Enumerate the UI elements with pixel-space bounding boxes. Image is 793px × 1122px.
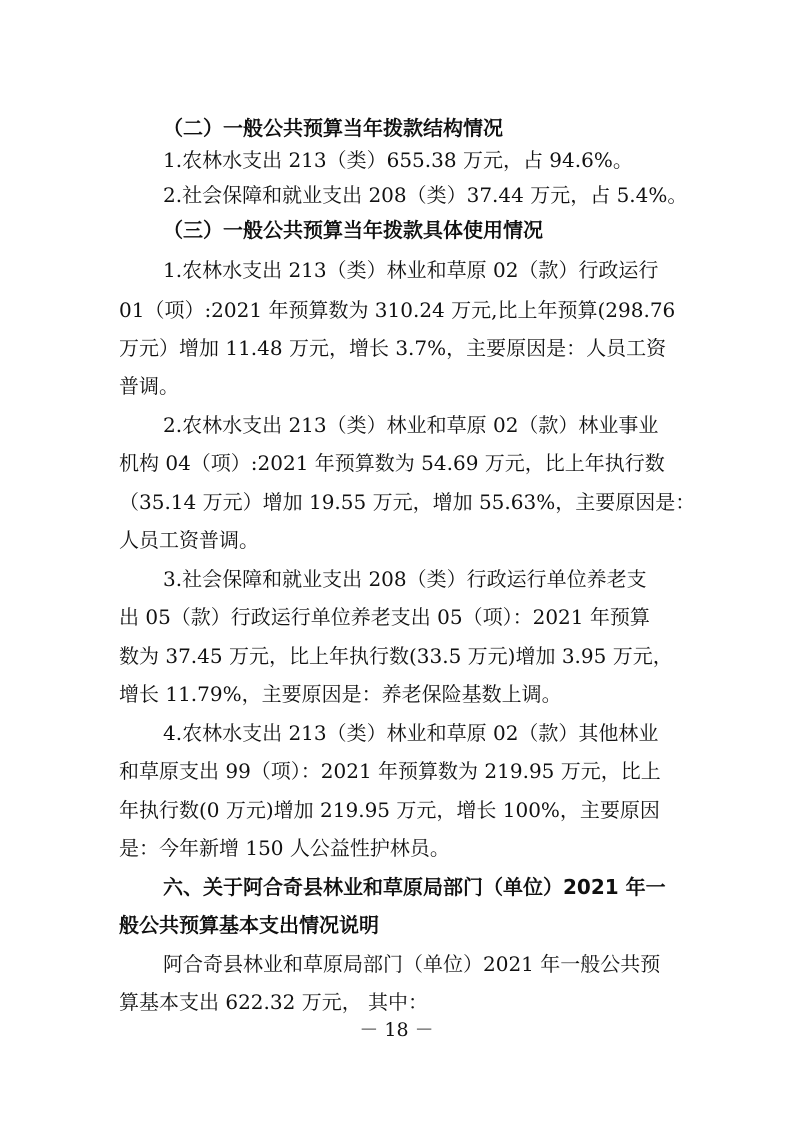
section-heading-continued: 般公共预算基本支出情况说明 <box>119 913 379 937</box>
subheading-3: （三）一般公共预算当年拨款具体使用情况 <box>163 218 543 242</box>
paragraph-line: （35.14 万元）增加 19.55 万元，增加 55.63%，主要原因是： <box>119 490 696 514</box>
paragraph-line: 是：今年新增 150 人公益性护林员。 <box>119 836 450 860</box>
paragraph-line: 人员工资普调。 <box>119 528 259 552</box>
paragraph-line: 普调。 <box>119 374 179 398</box>
paragraph-line: 4.农林水支出 213（类）林业和草原 02（款）其他林业 <box>163 721 659 745</box>
paragraph-line: 阿合奇县林业和草原局部门（单位）2021 年一般公共预 <box>163 952 661 976</box>
paragraph-line: 机构 04（项）:2021 年预算数为 54.69 万元，比上年执行数 <box>119 451 665 475</box>
paragraph-line: 万元）增加 11.48 万元，增长 3.7%，主要原因是：人员工资 <box>119 336 667 360</box>
paragraph-line: 1.农林水支出 213（类）655.38 万元，占 94.6%。 <box>163 148 633 172</box>
paragraph-line: 2.社会保障和就业支出 208（类）37.44 万元，占 5.4%。 <box>163 183 688 207</box>
page-number: － 18 － <box>359 1019 434 1041</box>
paragraph-line: 算基本支出 622.32 万元， 其中： <box>119 990 429 1014</box>
paragraph-line: 出 05（款）行政运行单位养老支出 05（项）：2021 年预算 <box>119 605 650 629</box>
paragraph-line: 2.农林水支出 213（类）林业和草原 02（款）林业事业 <box>163 413 659 437</box>
paragraph-line: 和草原支出 99（项）：2021 年预算数为 219.95 万元，比上 <box>119 759 661 783</box>
paragraph-line: 01（项）:2021 年预算数为 310.24 万元,比上年预算(298.76 <box>119 298 676 322</box>
paragraph-line: 数为 37.45 万元，比上年执行数(33.5 万元)增加 3.95 万元， <box>119 644 673 668</box>
paragraph-line: 3.社会保障和就业支出 208（类）行政运行单位养老支 <box>163 567 647 591</box>
section-heading: 六、关于阿合奇县林业和草原局部门（单位）2021 年一 <box>163 875 666 899</box>
subheading-2: （二）一般公共预算当年拨款结构情况 <box>163 116 503 140</box>
paragraph-line: 年执行数(0 万元)增加 219.95 万元，增长 100%，主要原因 <box>119 798 660 822</box>
paragraph-line: 1.农林水支出 213（类）林业和草原 02（款）行政运行 <box>163 258 659 282</box>
paragraph-line: 增长 11.79%，主要原因是：养老保险基数上调。 <box>119 682 562 706</box>
